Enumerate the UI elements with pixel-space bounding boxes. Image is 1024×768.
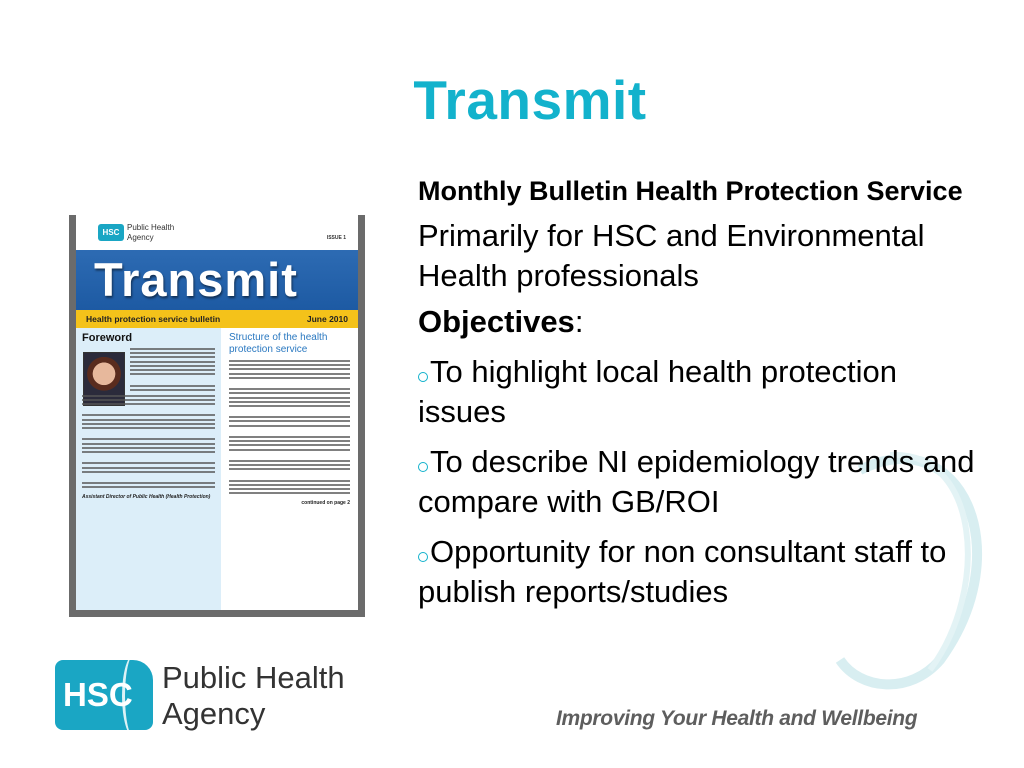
bulletin-cover-thumbnail (69, 215, 365, 617)
cover-masthead: Transmit (76, 250, 358, 310)
logo-org-name (162, 660, 345, 732)
audience-text: Primarily for HSC and Environmental Health professionals (418, 218, 925, 293)
objective-text: Opportunity for non consultant staff to publish reports/studies (418, 534, 947, 609)
cover-org-name (127, 223, 174, 243)
objectives-heading (418, 302, 988, 342)
hsc-badge-icon (55, 660, 153, 730)
cover-strip-left: Health protection service bulletin (86, 314, 221, 324)
slide-body (418, 172, 988, 612)
cover-structure-heading: Structure of the health protection service (229, 332, 328, 355)
cover-hsc-badge: HSC (98, 224, 124, 241)
cover-foreword-column (76, 328, 221, 610)
cover-foreword-heading: Foreword (82, 332, 133, 344)
objective-item (418, 352, 988, 432)
bullet-circle-icon (418, 372, 428, 382)
objectives-label: Objectives (418, 304, 575, 339)
cover-structure-column (221, 328, 358, 610)
logo-line2: Agency (162, 696, 266, 731)
bulletin-subtitle: Monthly Bulletin Health Protection Service (418, 176, 963, 206)
objective-text: To describe NI epidemiology trends and compare with GB/ROI (418, 444, 975, 519)
objectives-colon: : (574, 304, 584, 339)
bullet-circle-icon (418, 552, 428, 562)
cover-org-line2: Agency (127, 233, 154, 242)
objective-item (418, 532, 988, 612)
bullet-circle-icon (418, 462, 428, 472)
cover-continued: continued on page 2 (301, 500, 350, 507)
cover-signature-caption: Assistant Director of Public Health (Health Protection) (82, 494, 211, 501)
cover-org-line1: Public Health (127, 223, 175, 232)
cover-issue: ISSUE 1 (326, 235, 346, 241)
cover-strip-right: June 2010 (306, 314, 348, 324)
cover-text-lines (130, 348, 215, 391)
footer-tagline: Improving Your Health and Wellbeing (556, 707, 918, 730)
hsc-badge-text: HSC (63, 676, 133, 713)
cover-strip (76, 310, 358, 328)
objective-text: To highlight local health protection issues (418, 354, 898, 429)
slide-title: Transmit (413, 69, 647, 131)
objective-item (418, 442, 988, 522)
cover-text-lines (229, 360, 350, 494)
logo-line1: Public Health (162, 660, 345, 695)
cover-text-lines (82, 395, 215, 489)
